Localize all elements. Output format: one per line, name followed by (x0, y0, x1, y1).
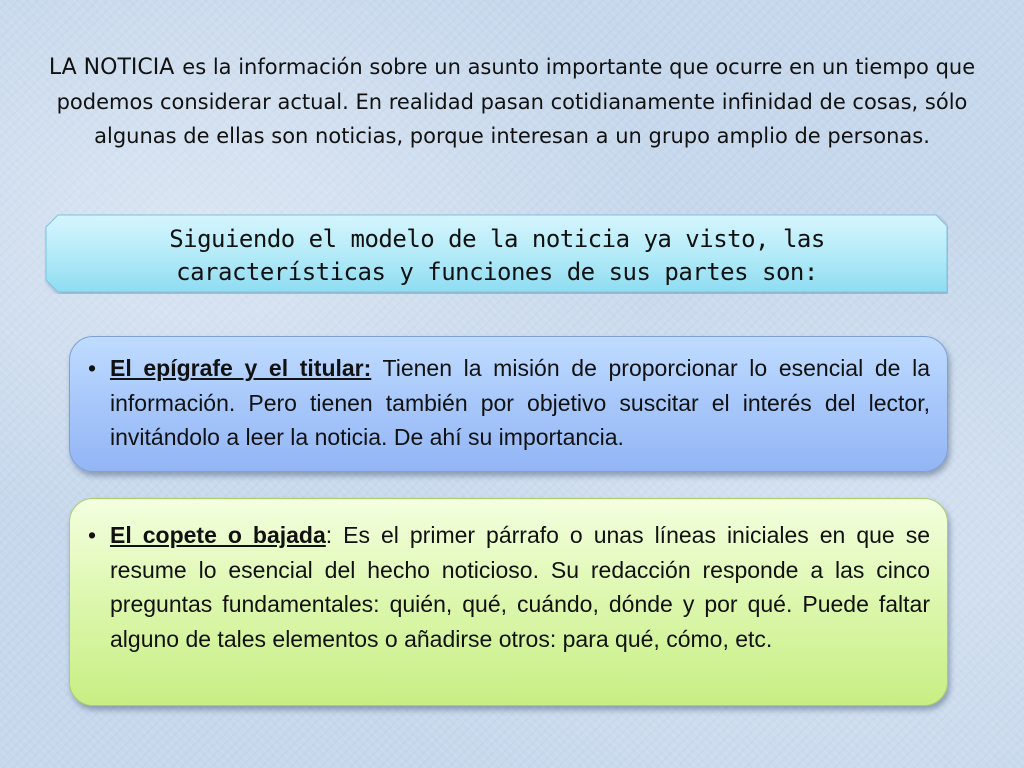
bullet: • (88, 355, 97, 381)
copete-item (88, 518, 930, 656)
callout-banner (44, 214, 948, 294)
copete-term: El copete o bajada (110, 522, 326, 548)
copete-content (88, 518, 930, 656)
epigrafe-item (88, 351, 930, 455)
epigrafe-content (88, 351, 930, 455)
callout-text: Siguiendo el modelo de la noticia ya visto, las características y funciones de sus partes son: (169, 225, 825, 286)
copete-text: Es el primer párrafo o unas líneas iniciales en que se resume lo esencial del hecho noticioso. Su redacción responde a las cinco preguntas fundamentales: quién, qué, cuándo, dónde y por qué. Puede faltar alguno de tales elementos o añadirse otros: para qué, cómo, etc. (110, 522, 930, 652)
bullet: • (88, 522, 97, 548)
epigrafe-text: Tienen la misión de proporcionar lo esencial de la información. Pero tienen también por objetivo suscitar el interés del lector, invitándolo a leer la noticia. De ahí su importancia. (110, 355, 930, 450)
epigrafe-term: El epígrafe y el titular: (110, 355, 372, 381)
epigrafe-box (69, 336, 948, 472)
intro-lead: LA NOTICIA (48, 55, 175, 80)
copete-box (69, 498, 948, 706)
copete-colon: : (325, 522, 333, 548)
intro-text: es la información sobre un asunto importante que ocurre en un tiempo que podemos considerar actual. En realidad pasan cotidianamente infinidad de cosas, sólo algunas de ellas son noticias, porque interesan a un grupo amplio de personas. (56, 55, 976, 148)
intro-paragraph (48, 50, 976, 153)
